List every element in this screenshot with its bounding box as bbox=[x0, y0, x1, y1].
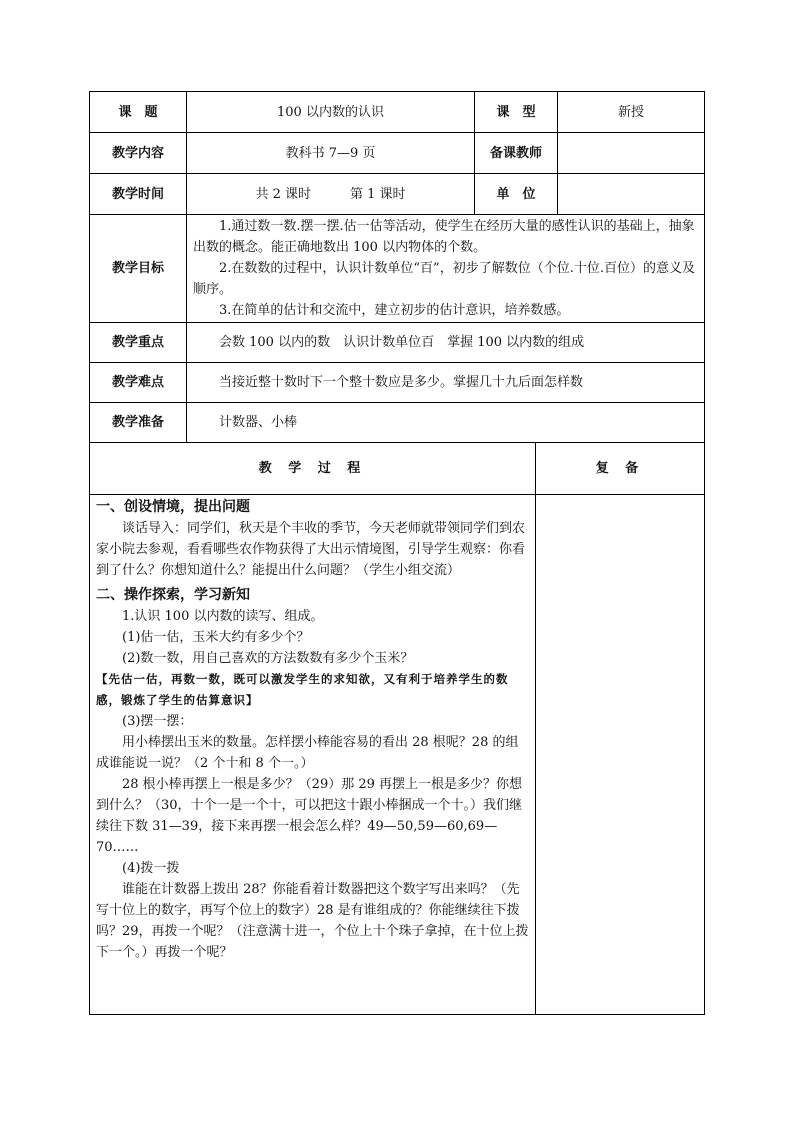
label-goals: 教学目标 bbox=[90, 215, 187, 323]
goal-item: 2.在数数的过程中，认识计数单位“百”，初步了解数位（个位.十位.百位）的意义及顺序。 bbox=[193, 261, 695, 297]
paragraph: (2)数一数，用自己喜欢的方法数数有多少个玉米？ bbox=[122, 651, 414, 666]
label-type: 课 型 bbox=[475, 92, 558, 133]
row-process-body bbox=[90, 495, 705, 1015]
row-prep bbox=[90, 403, 705, 443]
process-header-right: 复 备 bbox=[536, 443, 705, 495]
row-goals bbox=[90, 215, 705, 323]
label-difficulty: 教学难点 bbox=[90, 363, 187, 403]
prep-value: 计数器、小棒 bbox=[187, 403, 705, 443]
paragraph: 谈话导入：同学们，秋天是个丰收的季节，今天老师就带领同学们到农家小院去参观，看看哪些农作物获得了大出示情境图，引导学生观察：你看到了什么？你想知道什么？能提出什么问题？（学生小组交流） bbox=[96, 521, 526, 578]
topic-value: 100 以内数的认识 bbox=[187, 92, 475, 133]
label-topic: 课 题 bbox=[90, 92, 187, 133]
row-difficulty bbox=[90, 363, 705, 403]
key-value: 会数 100 以内的数 认识计数单位百 掌握 100 以内数的组成 bbox=[187, 323, 705, 363]
goal-item: 3.在简单的估计和交流中，建立初步的估计意识，培养数感。 bbox=[219, 303, 570, 318]
goal-item: 1.通过数一数.摆一摆.估一估等活动，使学生在经历大量的感性认识的基础上，抽象出数的概念。能正确地数出 100 以内物体的个数。 bbox=[193, 219, 695, 255]
row-time bbox=[90, 174, 705, 215]
row-key bbox=[90, 323, 705, 363]
time-value: 共 2 课时 第 1 课时 bbox=[187, 174, 475, 215]
label-unit: 单 位 bbox=[475, 174, 558, 215]
paragraph: 28 根小棒再摆上一根是多少？（29）那 29 再摆上一根是多少？你想到什么？（30，十个一是一个十，可以把这十跟小棒捆成一个十。）我们继续往下数 31—39，接下来再摆一根会怎么样？49—50,59—60,69—70…… bbox=[96, 777, 523, 855]
design-note: 【先估一估，再数一数，既可以激发学生的求知欲，又有利于培养学生的数感，锻炼了学生的估算意识】 bbox=[96, 672, 509, 707]
lesson-plan-table bbox=[89, 91, 705, 1015]
label-content: 教学内容 bbox=[90, 133, 187, 174]
unit-value bbox=[558, 174, 705, 215]
type-value: 新授 bbox=[558, 92, 705, 133]
goals-list bbox=[187, 215, 705, 323]
teacher-value bbox=[558, 133, 705, 174]
label-prep: 教学准备 bbox=[90, 403, 187, 443]
label-time: 教学时间 bbox=[90, 174, 187, 215]
process-content bbox=[90, 495, 536, 1015]
difficulty-value: 当接近整十数时下一个整十数应是多少。掌握几十九后面怎样数 bbox=[187, 363, 705, 403]
paragraph: (1)估一估，玉米大约有多少个？ bbox=[122, 630, 310, 645]
paragraph: (3)摆一摆： bbox=[122, 714, 193, 729]
section-title: 二、操作探索，学习新知 bbox=[96, 587, 250, 603]
label-teacher: 备课教师 bbox=[475, 133, 558, 174]
paragraph: (4)拨一拨 bbox=[122, 861, 180, 876]
review-notes-cell bbox=[536, 495, 705, 1015]
paragraph: 用小棒摆出玉米的数量。怎样摆小棒能容易的看出 28 根呢？28 的组成谁能说一说？（2 个十和 8 个一。） bbox=[96, 735, 519, 771]
row-content bbox=[90, 133, 705, 174]
content-value: 教科书 7—9 页 bbox=[187, 133, 475, 174]
label-key: 教学重点 bbox=[90, 323, 187, 363]
row-process-header bbox=[90, 443, 705, 495]
section-title: 一、创设情境，提出问题 bbox=[96, 499, 250, 515]
row-topic bbox=[90, 92, 705, 133]
paragraph: 1.认识 100 以内数的读写、组成。 bbox=[122, 609, 324, 624]
process-header-left: 教 学 过 程 bbox=[90, 443, 536, 495]
paragraph: 谁能在计数器上拨出 28？你能看着计数器把这个数字写出来吗？（先写十位上的数字，再写个位上的数字）28 是有谁组成的？你能继续往下拨吗？29，再拨一个呢？（注意满十进一，个位上十个珠子拿掉，在十位上拨下一个。）再拨一个呢？ bbox=[96, 882, 529, 960]
